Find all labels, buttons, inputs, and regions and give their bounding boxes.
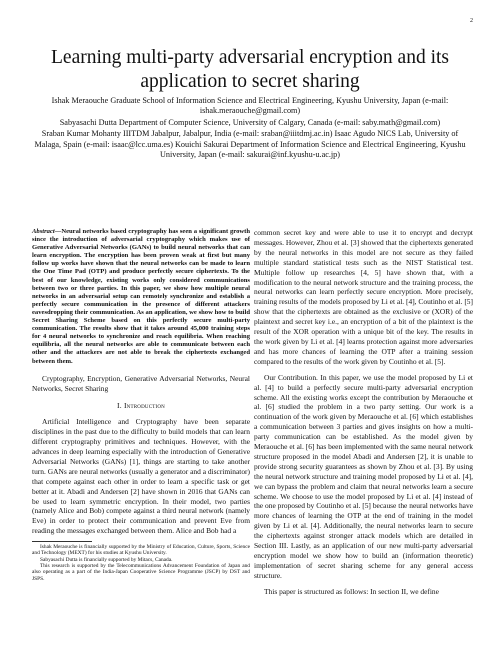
structure-paragraph: This paper is structured as follows: In section II, we define bbox=[264, 586, 439, 596]
intro-paragraph: Artificial Intelligence and Cryptography have been separate disciplines in the past due to the difficulty to build models that can learn different cryptography primitives and techniques. However, with the advances in deep learning especially with the introduction of Generative Adversarial Networks (GANs) [1], things are starting to take another turn. GANs are neural networks (usually a generator and a discriminator) that compete against each other in order to learn a specific task or get better at it. Abadi and Andersen [2] have shown in 2016 that GANs can be used to learn symmetric encryption. In their model, two parties (namely Alice and Bob) compete against a third neural network (namely Eve) in order to protect their communication and prevent Eve from reading the messages exchanged between them. Alice and Bob had a bbox=[32, 417, 250, 536]
paper-title: Learning multi-party adversarial encryption and its application to secret sharing bbox=[51, 47, 449, 92]
footnote-3: This research is supported by the Telecommunications Advancement Foundation of Japan and also operating as a part of the India-Japan Cooperative Science Programme (JSCP) by DST and JSPS. bbox=[32, 563, 250, 582]
contribution-paragraph: Our Contribution. In this paper, we use the model proposed by Li et al. [4] to build a perfectly secure multi-party adversarial encryption scheme. All the existing works except the contribution by Meraouche et al. [6] studied the problem in a two party setting. Our work is a continuation of the work given by Meraouche et al. [6] which establishes a communication between 3 parties and gives insights on how a multi-party communication can be established. As the model given by Meraouche et al. [6] has been implemented with the same neural network structure proposed in the model Abadi and Andersen [2], it is unable to provide strong security guarantees as shown by Zhou et al. [3]. By using the neural network structure and training model proposed by Li et al. [4], we can bypass the problem and claim that neural networks learn a secure scheme. We choose to use the model proposed by Li et al. [4] instead of the one proposed by Coutinho et al. [5] because the neural networks have more chances of learning the OTP at the end of training in the model given by Li et al. [4]. Additionally, the neural networks learn to secure the ciphertexts against stronger attack models which are detailed in Section III. Lastly, as an application of our new multi-party adversarial encryption model we show how to build an (information theoretic) implementation of secret sharing scheme for any general access structure. bbox=[254, 372, 473, 580]
abstract-text: —Neural networks based cryptography has seen a significant growth since the introduction of adversarial cryptography which makes use of Generative Adversarial Networks (GANs) to build neural networks that can learn encryption. The encryption has been proven weak at first but many follow up works have shown that the neural networks can be made to learn the One Time Pad (OTP) and produce perfectly secure ciphertexts. To the best of our knowledge, existing works only considered communications between two or three parties. In this paper, we show how multiple neural networks in an adversarial setup can remotely synchronize and establish a perfectly secure communication in the presence of different attackers eavesdropping their communication. As an application, we show how to build Secret Sharing Scheme based on this perfectly secure multi-party communication. The results show that it takes around 45,000 training steps for 4 neural networks to synchronize and reach equilibria. When reaching equilibria, all the neural networks are able to communicate between each other and the attackers are not able to break the ciphertexts exchanged between them. bbox=[32, 228, 250, 365]
footnote-2: Sabyasachi Dutta is financially supported by Mitacs, Canada. bbox=[40, 556, 173, 563]
left-column bbox=[32, 228, 250, 582]
section-heading-introduction: I. Introduction bbox=[117, 401, 165, 411]
footnote-divider bbox=[32, 541, 92, 542]
author-line-2: Sabyasachi Dutta Department of Computer Science, University of Calgary, Canada (e-mail: saby.math@gmail.com) bbox=[59, 117, 441, 127]
right-paragraph-1: common secret key and were able to use it to encrypt and decrypt messages. However, Zhou et al. [3] showed that the ciphertexts generated by the neural networks in this model are not secure as they failed multiple standard statistical tests such as the NIST Statistical test. Multiple follow up researches [4, 5] have shown that, with a modification to the neural network structure and the training process, the neural networks can learn perfectly secure encryption. More precisely, training results of the models proposed by Li et al. [4], Coutinho et al. [5] show that the ciphertexts are obtained as the exclusive or (XOR) of the plaintext and secret key i.e., an encryption of a bit of the plaintext is the result of the XOR operation with a unique bit of the key. The results in the work given by Li et al. [4] learns protection against more adversaries and has more chances of learning the OTP after a training session compared to the results of the work given by Coutinho et al. [5]. bbox=[254, 228, 473, 366]
abstract-label: Abstract bbox=[32, 228, 55, 235]
page-number: 2 bbox=[470, 18, 473, 24]
right-column bbox=[254, 228, 473, 597]
author-block bbox=[34, 96, 466, 161]
abstract bbox=[32, 228, 250, 366]
author-line-1: Ishak Meraouche Graduate School of Information Science and Electrical Engineering, Kyushu University, Japan (e-mail: ishak.meraouche@gmail.com) bbox=[51, 96, 449, 116]
author-line-3: Sraban Kumar Mohanty IIITDM Jabalpur, Jabalpur, India (e-mail: sraban@iiitdmj.ac.in) Isaac Agudo NICS Lab, University of Malaga, Spain (e-mail: isaac@lcc.uma.es) Kouichi Sakurai Department of Information Science and Electrical Engineering, Kyushu University, Japan (e-mail: sakurai@inf.kyushu-u.ac.jp) bbox=[34, 129, 466, 160]
footnote-1: Ishak Meraouche is financially supported by the Ministry of Education, Culture, Sports, Science and Technology (MEXT) for his studies at Kyushu University. bbox=[32, 544, 250, 557]
footnotes bbox=[32, 544, 250, 582]
keywords: Cryptography, Encryption, Generative Adversarial Networks, Neural Networks, Secret Sharing bbox=[32, 373, 250, 393]
